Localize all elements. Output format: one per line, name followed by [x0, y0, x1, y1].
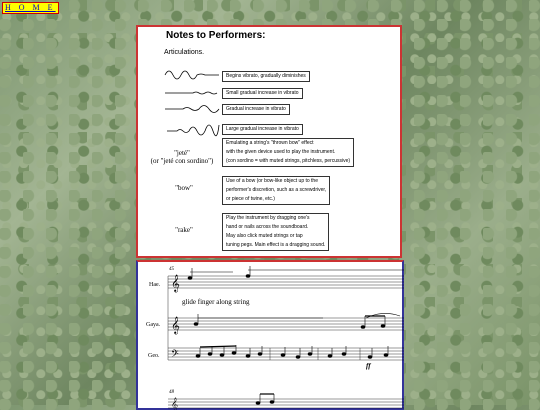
notes-to-performers-panel: [136, 25, 402, 258]
notes-title: Notes to Performers:: [166, 30, 266, 41]
music-staves: [138, 262, 404, 410]
note-box-jete: Emulating a string's "thrown bow" effect with the given device used to play the instrument. (con sordino = with muted strings, pitchless, percussive): [222, 138, 354, 167]
note-box-rake: Play the instrument by dragging one's hand or nails across the soundboard. May also click muted strings or tap tuning pegs. Main effect is a dragging sound.: [222, 213, 329, 251]
vibrato-diminish-symbol: [163, 67, 223, 81]
bar-number-first: 45: [169, 267, 174, 272]
note-box-4: Large gradual increase in vibrato: [222, 124, 303, 135]
note-box-bow: Use of a bow (or bow-like object up to the performer's discretion, such as a screwdriver, or piece of twine, etc.): [222, 176, 330, 205]
jete-label: "jeté" (or "jeté con sordino"): [150, 149, 214, 165]
instrument-label-geo: Geo.: [148, 353, 160, 359]
instrument-label-gaya: Gaya.: [146, 322, 161, 328]
svg-text:𝄞: 𝄞: [171, 397, 179, 410]
note-box-2: Small gradual increase in vibrato: [222, 88, 303, 99]
dynamic-marking: ff: [366, 362, 371, 370]
technique-marking: glide finger along string: [182, 298, 250, 306]
svg-text:𝄢: 𝄢: [171, 348, 179, 362]
score-excerpt-panel: [136, 260, 404, 410]
vibrato-gradual-increase-symbol: [163, 101, 223, 117]
instrument-label-hae: Hae.: [149, 282, 161, 288]
svg-text:𝄞: 𝄞: [171, 274, 180, 292]
vibrato-small-increase-symbol: [163, 87, 223, 99]
svg-text:𝄞: 𝄞: [171, 316, 180, 334]
note-box-1: Begins vibrato, gradually diminishes: [222, 71, 310, 82]
rake-label: "rake": [175, 226, 193, 234]
articulations-heading: Articulations.: [164, 49, 205, 56]
note-box-3: Gradual increase in vibrato: [222, 104, 290, 115]
bar-number-second: 48: [169, 390, 174, 395]
home-link[interactable]: H O M E: [2, 2, 59, 14]
vibrato-large-increase-symbol: [163, 119, 223, 139]
bow-label: "bow": [175, 184, 193, 192]
